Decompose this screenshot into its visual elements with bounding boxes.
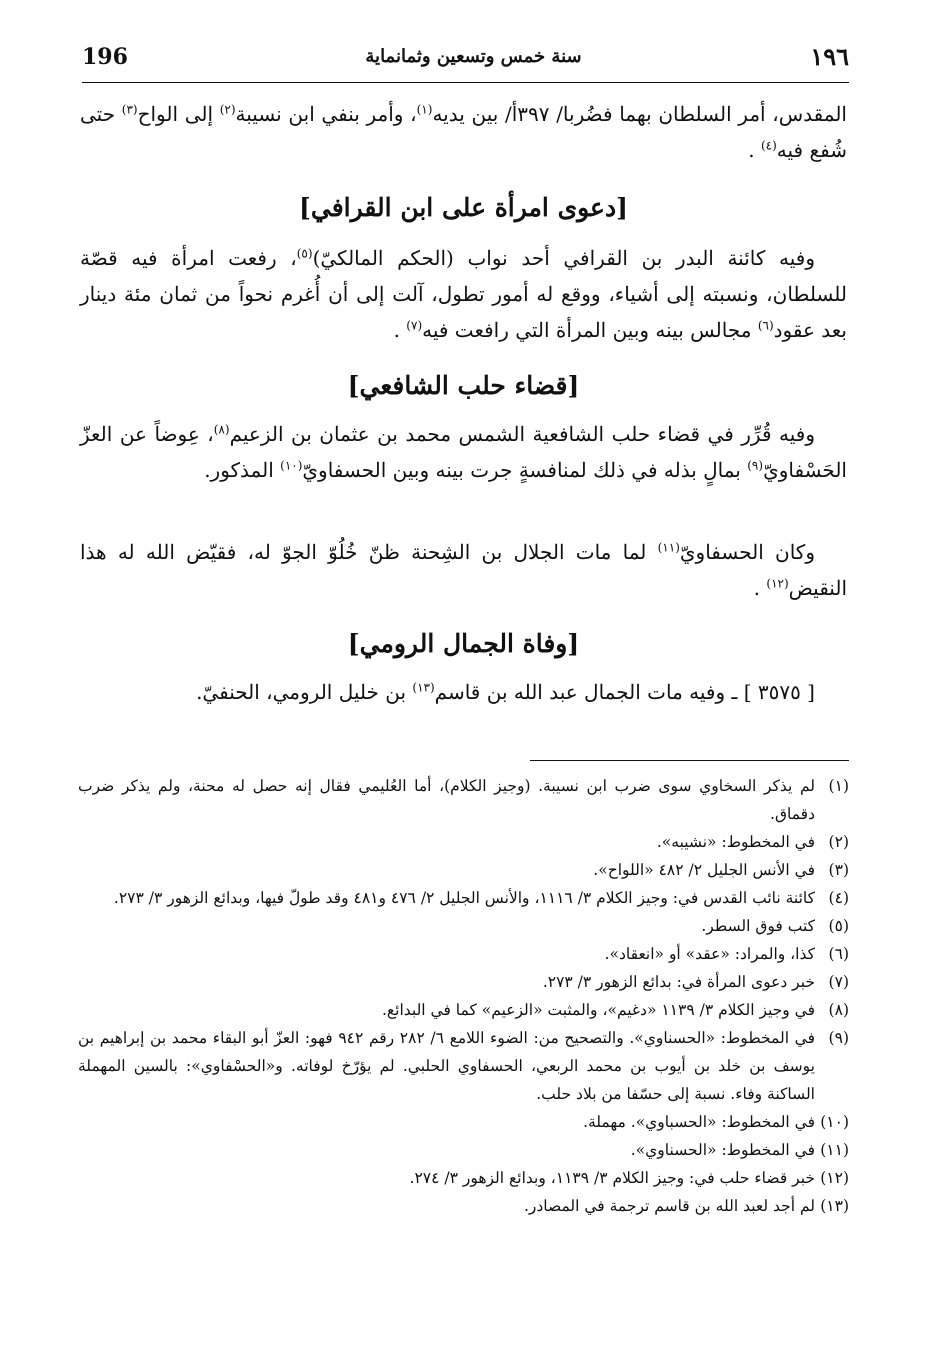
footnote-ref: (٥) <box>296 246 313 261</box>
footnote: (٤) كائنة نائب القدس في: وجيز الكلام ٣/ ١١١٦، والأنس الجليل ٢/ ٤٧٦ و٤٨١ وقد طولّ فيها، وبدائع الزهور ٣/ ٢٧٣. <box>113 889 849 907</box>
section-heading: [دعوى امرأة على ابن القرافي] <box>299 193 628 222</box>
footnote: (١) لم يذكر السخاوي سوى ضرب ابن نسيبة. (وجيز الكلام)، أما العُليمي فقال إنه حصل له محنة، ولم يذكر ضرب دقماق. <box>78 777 849 823</box>
footnote-ref: (٣) <box>121 102 138 117</box>
entry-3575-wrap <box>80 674 847 710</box>
footnote: (١١) في المخطوط: «الحسناوي». <box>630 1141 849 1159</box>
footnote-ref: (١١) <box>657 540 680 555</box>
footnote: (٩) في المخطوط: «الحسناوي». والتصحيح من: الضوء اللامع ٦/ ٢٨٢ رقم ٩٤٢ فهو: العزّ أبو البقاء محمد بن إبراهيم بن يوسف بن خلد بن أيوب بن محمد الربعي، الحسفاوي الحلبي. لم يؤرّخ لوفاته. و«الحسْفاوي»: بالسين المهملة الساكنة وفاء. نسبة إلى حسّفا من بلاد حلب. <box>78 1029 849 1103</box>
footnote-ref: (١٢) <box>766 576 789 591</box>
footnote: (١٠) في المخطوط: «الحسباوي». مهملة. <box>583 1113 849 1131</box>
footnote-ref: (٤) <box>760 138 777 153</box>
paragraph-3: وفيه قُرِّر في قضاء حلب الشافعية الشمس محمد بن عثمان بن الزعيم$^{(٨)}$، عِوضاً عن العزّ الحَسْفاويّ$^{(٩)}$ بمالٍ بذله في ذلك لمنافسةٍ جرت بينه وبين الحسفاويّ$^{(١٠)}$ المذكور. <box>80 422 847 482</box>
header-rule <box>82 82 849 83</box>
section-heading-1-wrap <box>80 188 847 228</box>
footnote-ref: (٦) <box>757 318 774 333</box>
footnote: (٣) في الأنس الجليل ٢/ ٤٨٢ «اللواح». <box>593 861 849 879</box>
footnote-ref: (١٠) <box>280 458 303 473</box>
footnote-ref: (١) <box>416 102 433 117</box>
paragraph-4-wrap <box>80 534 847 606</box>
paragraph-2: وفيه كائنة البدر بن القرافي أحد نواب (الحكم المالكيّ)$^{(٥)}$، رفعت امرأة فيه قصّة للسلطان، ونسبته إلى أشياء، ووقع له أمور تطول، آلت إلى أن أُغرم نحواً من ثمان مئة دينار بعد عقود$^{(٦)}$ مجالس بينه وبين المرأة التي رافعت فيه$^{(٧)}$ . <box>80 246 847 342</box>
footnote: (٨) في وجيز الكلام ٣/ ١١٣٩ «دغيم»، والمثبت «الزعيم» كما في البدائع. <box>381 1001 849 1019</box>
page-number-arabic: ١٩٦ <box>810 42 849 71</box>
footnotes-block <box>78 772 849 1220</box>
paragraph-3-wrap <box>80 416 847 488</box>
footnote-ref: (٧) <box>406 318 423 333</box>
paragraph-1: المقدس، أمر السلطان بهما فضُربا/ ٣٩٧أ/ بين يديه$^{(١)}$، وأمر بنفي ابن نسيبة$^{(٢)}$ إلى الواح$^{(٣)}$ حتى شُفع فيه$^{(٤)}$ . <box>80 102 847 162</box>
paragraph-4: وكان الحسفاويّ$^{(١١)}$ لما مات الجلال بن الشِحنة ظنّ خُلُوّ الجوّ له، فقيّض الله له هذا النقيض$^{(١٢)}$ . <box>80 540 847 600</box>
running-title: سنة خمس وتسعين وثمانماية <box>365 46 582 67</box>
footnote-separator <box>530 760 849 761</box>
footnote: (١٣) لم أجد لعبد الله بن قاسم ترجمة في المصادر. <box>523 1197 849 1215</box>
footnote: (٧) خبر دعوى المرأة في: بدائع الزهور ٣/ ٢٧٣. <box>542 973 849 991</box>
footnote: (٢) في المخطوط: «نشيبه». <box>656 833 849 851</box>
footnote-ref: (٢) <box>219 102 236 117</box>
section-heading: [وفاة الجمال الرومي] <box>347 629 580 658</box>
section-heading-3-wrap <box>80 624 847 664</box>
page-number-latin: 196 <box>82 44 128 70</box>
footnote: (٥) كتب فوق السطر. <box>701 917 849 935</box>
footnote-ref: (٩) <box>747 458 764 473</box>
footnote: (١٢) خبر قضاء حلب في: وجيز الكلام ٣/ ١١٣٩، وبدائع الزهور ٣/ ٢٧٤. <box>409 1169 849 1187</box>
footnote-ref: (١٣) <box>412 680 435 695</box>
main-text-block <box>80 96 847 168</box>
section-heading: [قضاء حلب الشافعي] <box>347 371 580 400</box>
footnote-ref: (٨) <box>213 422 230 437</box>
section-heading-2-wrap <box>80 366 847 406</box>
biography-entry: [ ٣٥٧٥ ] ـ وفيه مات الجمال عبد الله بن قاسم$^{(١٣)}$ بن خليل الرومي، الحنفيّ. <box>196 680 815 704</box>
footnote: (٦) كذا، والمراد: «عقد» أو «انعقاد». <box>604 945 849 963</box>
paragraph-2-wrap <box>80 240 847 348</box>
